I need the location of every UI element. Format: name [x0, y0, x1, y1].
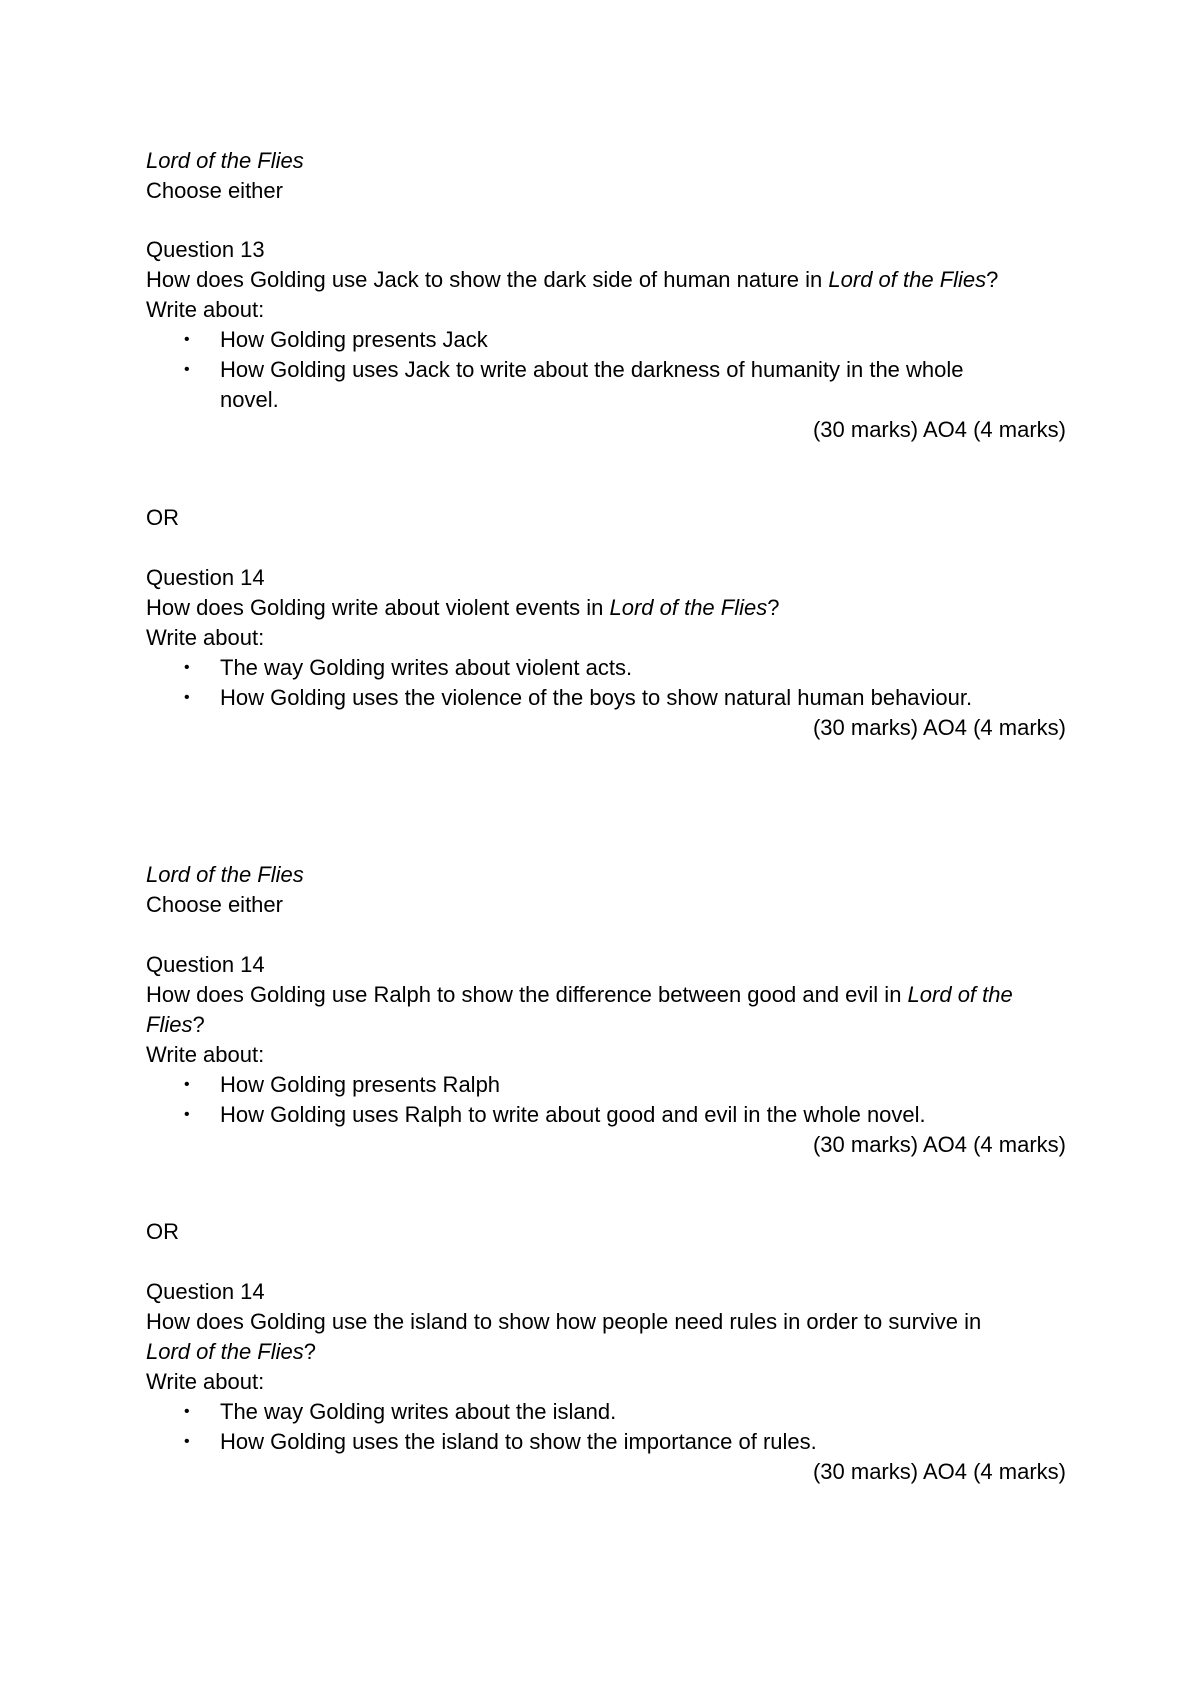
- list-item: • How Golding uses the island to show the importance of rules.: [184, 1429, 817, 1454]
- book-title: Lord of the Flies: [146, 148, 304, 173]
- write-about-label: Write about:: [146, 1042, 265, 1067]
- question-14-island-block: [146, 1277, 1066, 1487]
- book-title: Lord of the Flies: [146, 862, 304, 887]
- question-13-block: [146, 235, 1066, 445]
- question-number: Question 13: [146, 237, 265, 262]
- question-number: Question 14: [146, 565, 265, 590]
- write-about-label: Write about:: [146, 625, 265, 650]
- list-item: • How Golding presents Jack: [184, 327, 488, 352]
- question-text: How does Golding use the island to show how people need rules in order to survive in Lord of the Flies?: [146, 1309, 982, 1364]
- bullet-list: [146, 1397, 1066, 1457]
- write-about-label: Write about:: [146, 297, 265, 322]
- choose-either: Choose either: [146, 178, 283, 203]
- question-number: Question 14: [146, 952, 265, 977]
- question-14-violence-block: [146, 563, 1066, 743]
- or-separator: OR: [146, 1219, 179, 1244]
- bullet-list: [146, 325, 1066, 415]
- question-14-ralph-block: [146, 950, 1066, 1160]
- question-number: Question 14: [146, 1279, 265, 1304]
- list-item: • The way Golding writes about the island.: [184, 1399, 617, 1424]
- section2-header: [146, 860, 1066, 920]
- question-text: How does Golding write about violent events in Lord of the Flies?: [146, 595, 780, 620]
- list-item: • How Golding uses Jack to write about the darkness of humanity in the whole novel.: [184, 357, 964, 412]
- question-text: How does Golding use Jack to show the dark side of human nature in Lord of the Flies?: [146, 267, 999, 292]
- list-item: • The way Golding writes about violent acts.: [184, 655, 633, 680]
- bullet-list: [146, 653, 1066, 713]
- list-item: • How Golding uses Ralph to write about good and evil in the whole novel.: [184, 1102, 926, 1127]
- marks-label: (30 marks) AO4 (4 marks): [812, 1459, 1066, 1484]
- bullet-list: [146, 1070, 1066, 1130]
- marks-label: (30 marks) AO4 (4 marks): [812, 1132, 1066, 1157]
- write-about-label: Write about:: [146, 1369, 265, 1394]
- marks-label: (30 marks) AO4 (4 marks): [812, 417, 1066, 442]
- question-text: How does Golding use Ralph to show the difference between good and evil in Lord of the Flies?: [146, 982, 1013, 1037]
- list-item: • How Golding uses the violence of the boys to show natural human behaviour.: [184, 685, 973, 710]
- section1-header: [146, 146, 1066, 206]
- or-separator: OR: [146, 505, 179, 530]
- marks-label: (30 marks) AO4 (4 marks): [812, 715, 1066, 740]
- list-item: • How Golding presents Ralph: [184, 1072, 501, 1097]
- choose-either: Choose either: [146, 892, 283, 917]
